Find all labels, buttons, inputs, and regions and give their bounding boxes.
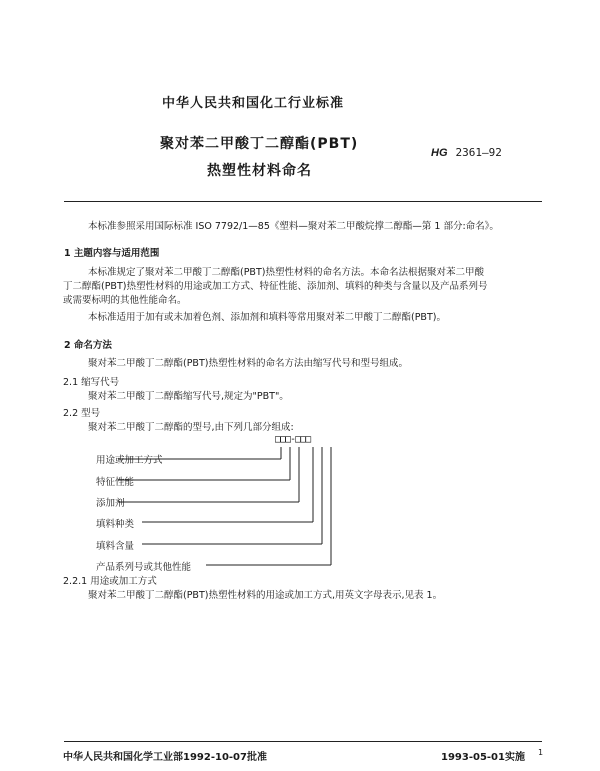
model-code-boxes: □□□-□□□ [275, 434, 311, 445]
section-2-1-heading: 2.1 缩写代号 [63, 377, 120, 388]
footer-divider [64, 741, 542, 742]
model-label-series: 产品系列号或其他性能 [96, 562, 192, 573]
section-1-para-1-line-3: 或需要标明的其他性能命名。 [63, 295, 187, 306]
approval-info: 中华人民共和国化学工业部1992-10-07批准 [63, 752, 267, 763]
section-1-para-1-line-2: 丁二醇酯(PBT)热塑性材料的用途或加工方式、特征性能、添加剂、填料的种类与含量以及产品系列号 [63, 281, 488, 292]
title-line-2: 热塑性材料命名 [207, 163, 312, 179]
section-2-2-para: 聚对苯二甲酸丁二醇酯的型号,由下列几部分组成: [88, 422, 294, 433]
code-number: 2361—92 [455, 146, 502, 159]
title-line-1: 聚对苯二甲酸丁二醇酯(PBT) [160, 136, 359, 152]
issuing-body: 中华人民共和国化工行业标准 [162, 96, 345, 111]
code-prefix: HG [431, 147, 448, 159]
section-1-heading: 1 主题内容与适用范围 [64, 248, 160, 259]
page-number: 1 [538, 748, 544, 757]
model-label-filler-content: 填料含量 [96, 541, 135, 552]
section-2-1-para: 聚对苯二甲酸丁二醇酯缩写代号,规定为"PBT"。 [88, 391, 289, 402]
section-2-2-1-para: 聚对苯二甲酸丁二醇酯(PBT)热塑性材料的用途或加工方式,用英文字母表示,见表 1。 [88, 590, 443, 601]
section-2-2-heading: 2.2 型号 [63, 408, 101, 419]
intro-text: 本标准参照采用国际标准 ISO 7792/1—85《塑料—聚对苯二甲酸烷撑二醇酯—第 1 部分:命名》。 [88, 221, 499, 232]
model-label-filler-type: 填料种类 [96, 519, 135, 530]
section-2-2-1-heading: 2.2.1 用途或加工方式 [63, 576, 157, 587]
effective-date: 1993-05-01实施 [441, 752, 525, 763]
model-label-additive: 添加剂 [96, 498, 125, 509]
section-2-heading: 2 命名方法 [64, 340, 112, 351]
section-2-para: 聚对苯二甲酸丁二醇酯(PBT)热塑性材料的命名方法由缩写代号和型号组成。 [88, 358, 408, 369]
section-1-para-1-line-1: 本标准规定了聚对苯二甲酸丁二醇酯(PBT)热塑性材料的命名方法。本命名法根据聚对苯二甲酸 [88, 267, 484, 278]
model-label-feature: 特征性能 [96, 477, 135, 488]
model-label-usage: 用途或加工方式 [96, 455, 163, 466]
section-1-para-2: 本标准适用于加有或未加着色剂、添加剂和填料等常用聚对苯二甲酸丁二醇酯(PBT)。 [88, 312, 446, 323]
